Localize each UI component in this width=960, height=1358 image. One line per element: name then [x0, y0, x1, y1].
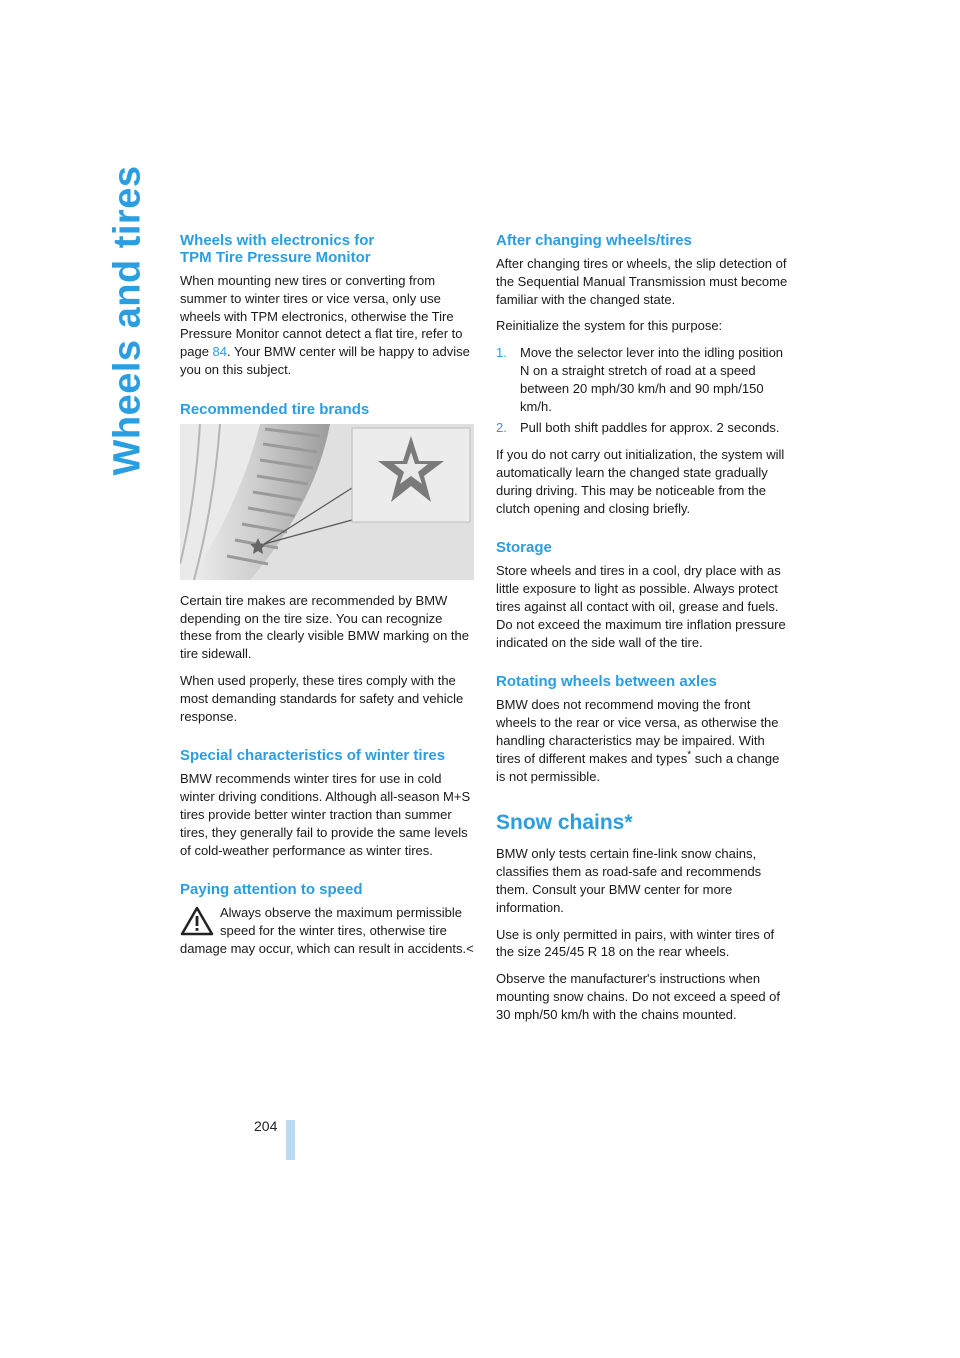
storage-heading: Storage [496, 539, 552, 557]
end-mark: < [466, 940, 474, 956]
rotating-text-after: such a change is not permissible. [496, 750, 780, 784]
step-text: Move the selector lever into the idling position N on a straight stretch of road at a speed between 20 mph/30 km/h and 90 mph/150 km/h. [520, 345, 784, 414]
step-number: 2. [496, 420, 507, 436]
page-link-84[interactable]: 84 [212, 344, 228, 360]
warning-triangle-icon [180, 906, 214, 936]
tire-brands-paragraph-2: When used properly, these tires comply with the most demanding standards for safety and vehicle response. [180, 672, 464, 724]
step-item [496, 344, 792, 415]
step-item [496, 419, 792, 437]
tire-marking-figure [180, 424, 474, 580]
right-column [496, 232, 792, 1033]
storage-section [496, 539, 792, 651]
speed-warning-text: Always observe the maximum permissible speed for the winter tires, otherwise tire damage may occur, which can result in accidents. [180, 905, 467, 956]
section-title-text: Wheels and tires [106, 165, 149, 475]
snow-chains-section [496, 811, 792, 1023]
left-column [180, 232, 476, 967]
speed-warning [180, 904, 476, 957]
rotating-section [496, 673, 792, 785]
reinitialize-steps [496, 344, 792, 437]
tire-illustration [180, 424, 474, 580]
snow-chains-paragraph-2: Use is only permitted in pairs, with winter tires of the size 245/45 R 18 on the rear wheels. [496, 926, 775, 960]
storage-paragraph: Store wheels and tires in a cool, dry place with as little exposure to light as possible. Always protect tires against all contact with oil, grease and fuels. Do not exceed the maximum tire inflation pressure indicated on the side wall of the tire. [496, 563, 786, 650]
page-number: 204 [254, 1118, 278, 1134]
after-changing-paragraph-3: If you do not carry out initialization, the system will automatically learn the changed state gradually during driving. This may be noticeable from the clutch opening and closing briefly. [496, 447, 785, 516]
tire-brands-section [180, 401, 476, 726]
page-number-bar [286, 1120, 295, 1160]
winter-tires-heading: Special characteristics of winter tires [180, 747, 446, 765]
tpm-heading-line1: Wheels with electronics for [180, 232, 375, 249]
speed-section [180, 881, 476, 957]
after-changing-heading: After changing wheels/tires [496, 232, 692, 249]
tpm-text-before-link: When mounting new tires or converting from summer to winter tires or vice versa, only use wheels with TPM electronics, otherwise the Tire Pressure Monitor cannot detect a flat tire, refer to page [180, 273, 463, 360]
tire-brands-heading: Recommended tire brands [180, 400, 370, 418]
after-changing-paragraph-2: Reinitialize the system for this purpose: [496, 318, 723, 334]
speed-heading: Paying attention to speed [180, 881, 363, 899]
step-text: Pull both shift paddles for approx. 2 seconds. [520, 420, 780, 436]
tpm-paragraph [180, 272, 476, 379]
winter-tires-paragraph: BMW recommends winter tires for use in cold winter driving conditions. Although all-season M+S tires provide better winter traction than summer tires, they generally fail to provide the same levels of cold-weather performance as winter tires. [180, 771, 471, 858]
rotating-text-before: BMW does not recommend moving the front wheels to the rear or vice versa, as otherwise the handling characteristics may be impaired. With tires of different makes and types [496, 697, 779, 766]
optional-equipment-star: * [687, 749, 692, 761]
rotating-paragraph [496, 696, 792, 785]
tpm-section [180, 232, 476, 379]
after-changing-section [496, 232, 792, 517]
tpm-heading-line2: TPM Tire Pressure Monitor [180, 249, 371, 266]
section-side-title [100, 160, 156, 480]
snow-chains-paragraph-3: Observe the manufacturer's instructions when mounting snow chains. Do not exceed a speed of 30 mph/50 km/h with the chains mounted. [496, 971, 781, 1022]
winter-tires-section [180, 747, 476, 859]
tpm-heading [180, 232, 476, 266]
tire-brands-paragraph-1: Certain tire makes are recommended by BMW depending on the tire size. You can recognize these from the clearly visible BMW marking on the tire sidewall. [180, 592, 469, 662]
snow-chains-heading: Snow chains* [496, 811, 633, 835]
step-number: 1. [496, 345, 507, 361]
snow-chains-paragraph-1: BMW only tests certain fine-link snow chains, classifies them as road-safe and recommends them. Consult your BMW center for more information. [496, 846, 762, 915]
tpm-text-after-link: . Your BMW center will be happy to advise you on this subject. [180, 344, 470, 377]
after-changing-paragraph-1: After changing tires or wheels, the slip detection of the Sequential Manual Transmission must become familiar with the changed state. [496, 256, 788, 307]
rotating-heading: Rotating wheels between axles [496, 673, 717, 691]
